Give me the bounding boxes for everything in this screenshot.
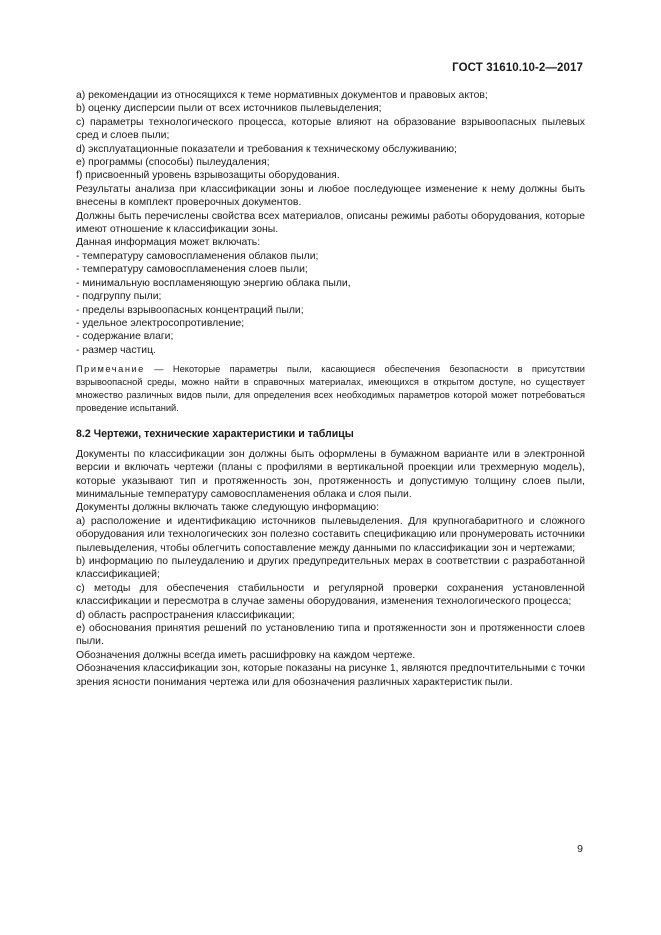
list-item: - температуру самовоспламенения слоев пыли;	[76, 264, 308, 276]
list-item: - размер частиц.	[76, 344, 156, 356]
section-heading: 8.2 Чертежи, технические характеристики и таблицы	[76, 428, 354, 441]
document-code: ГОСТ 31610.10-2—2017	[452, 62, 583, 74]
note-label: Примечание	[76, 364, 145, 375]
list-item: f) присвоенный уровень взрывозащиты оборудования.	[76, 170, 340, 182]
list-item: - температуру самовоспламенения облаков пыли;	[76, 250, 319, 262]
list-item: b) оценку дисперсии пыли от всех источников пылевыделения;	[76, 103, 382, 115]
list-item: d) область распространения классификации;	[76, 609, 295, 621]
paragraph-results: Результаты анализа при классификации зоны и любое последующее изменение к нему должны быть внесены в комплект проверочных документов.	[76, 183, 585, 209]
paragraph-figure: Обозначения классификации зон, которые показаны на рисунке 1, являются предпочтительными с точки зрения ясности понимания чертежа или для обозначения различных характеристик пыли.	[76, 663, 585, 688]
page-body	[76, 89, 585, 689]
list-a	[76, 89, 585, 183]
list-item: a) расположение и идентификацию источников пылевыделения. Для крупногабаритного и сложного оборудования или технологических зон полезно составить спецификацию или пронумеровать источники пылевыделения, чтобы облегчить сопоставление между данными по классификации зон и чертежами;	[76, 515, 585, 554]
note-text: — Некоторые параметры пыли, касающиеся обеспечения безопасности в присутствии взрывоопасной среды, можно найти в справочных материалах, имеющихся в открытом доступе, но существует множество различных видов пыли, для определения всех необходимых параметров которой может потребоваться проведение испытаний.	[76, 364, 585, 413]
list-item: - содержание влаги;	[76, 331, 174, 343]
list-item: - удельное электросопротивление;	[76, 317, 245, 329]
note	[76, 363, 585, 414]
paragraph-materials: Должны быть перечислены свойства всех материалов, описаны режимы работы оборудования, которые имеют отношение к классификации зоны.	[76, 210, 585, 236]
list-item: - минимальную воспламеняющую энергию облака пыли,	[76, 277, 351, 289]
paragraph-docs-intro: Документы должны включать также следующую информацию:	[76, 502, 379, 514]
list-item: c) методы для обеспечения стабильности и регулярной проверки сохранения установленной классификации и пересмотра в случае замены оборудования, изменения технологического процесса;	[76, 582, 585, 608]
paragraph-info-intro: Данная информация может включать:	[76, 237, 261, 249]
list-b	[76, 515, 585, 649]
paragraph-legend: Обозначения должны всегда иметь расшифровку на каждом чертеже.	[76, 649, 416, 661]
list-item: - подгруппу пыли;	[76, 291, 162, 303]
list-item: b) информацию по пылеудалению и других предупредительных мерах в соответствии с разработанной классификацией;	[76, 555, 585, 581]
page-number: 9	[577, 843, 583, 855]
paragraph-docs: Документы по классификации зон должны быть оформлены в бумажном варианте или в электронной версии и включать чертежи (планы с профилями в вертикальной проекции или трехмерную модель), которые указывают тип и протяженность зон, протяженность и допустимую толщину слоев пыли, минимальные температуру самовоспламенения облака и слоя пыли.	[76, 448, 585, 500]
list-item: a) рекомендации из относящихся к теме нормативных документов и правовых актов;	[76, 90, 488, 101]
list-item: e) программы (способы) пылеудаления;	[76, 157, 270, 169]
list-item: - пределы взрывоопасных концентраций пыли;	[76, 304, 304, 316]
list-item: d) эксплуатационные показатели и требования к техническому обслуживанию;	[76, 143, 457, 155]
list-item: c) параметры технологического процесса, которые влияют на образование взрывоопасных пылевых сред и слоев пыли;	[76, 116, 585, 142]
list-item: e) обоснования принятия решений по установлению типа и протяженности зон и протяженности слоев пыли.	[76, 623, 585, 648]
dash-list	[76, 250, 585, 357]
